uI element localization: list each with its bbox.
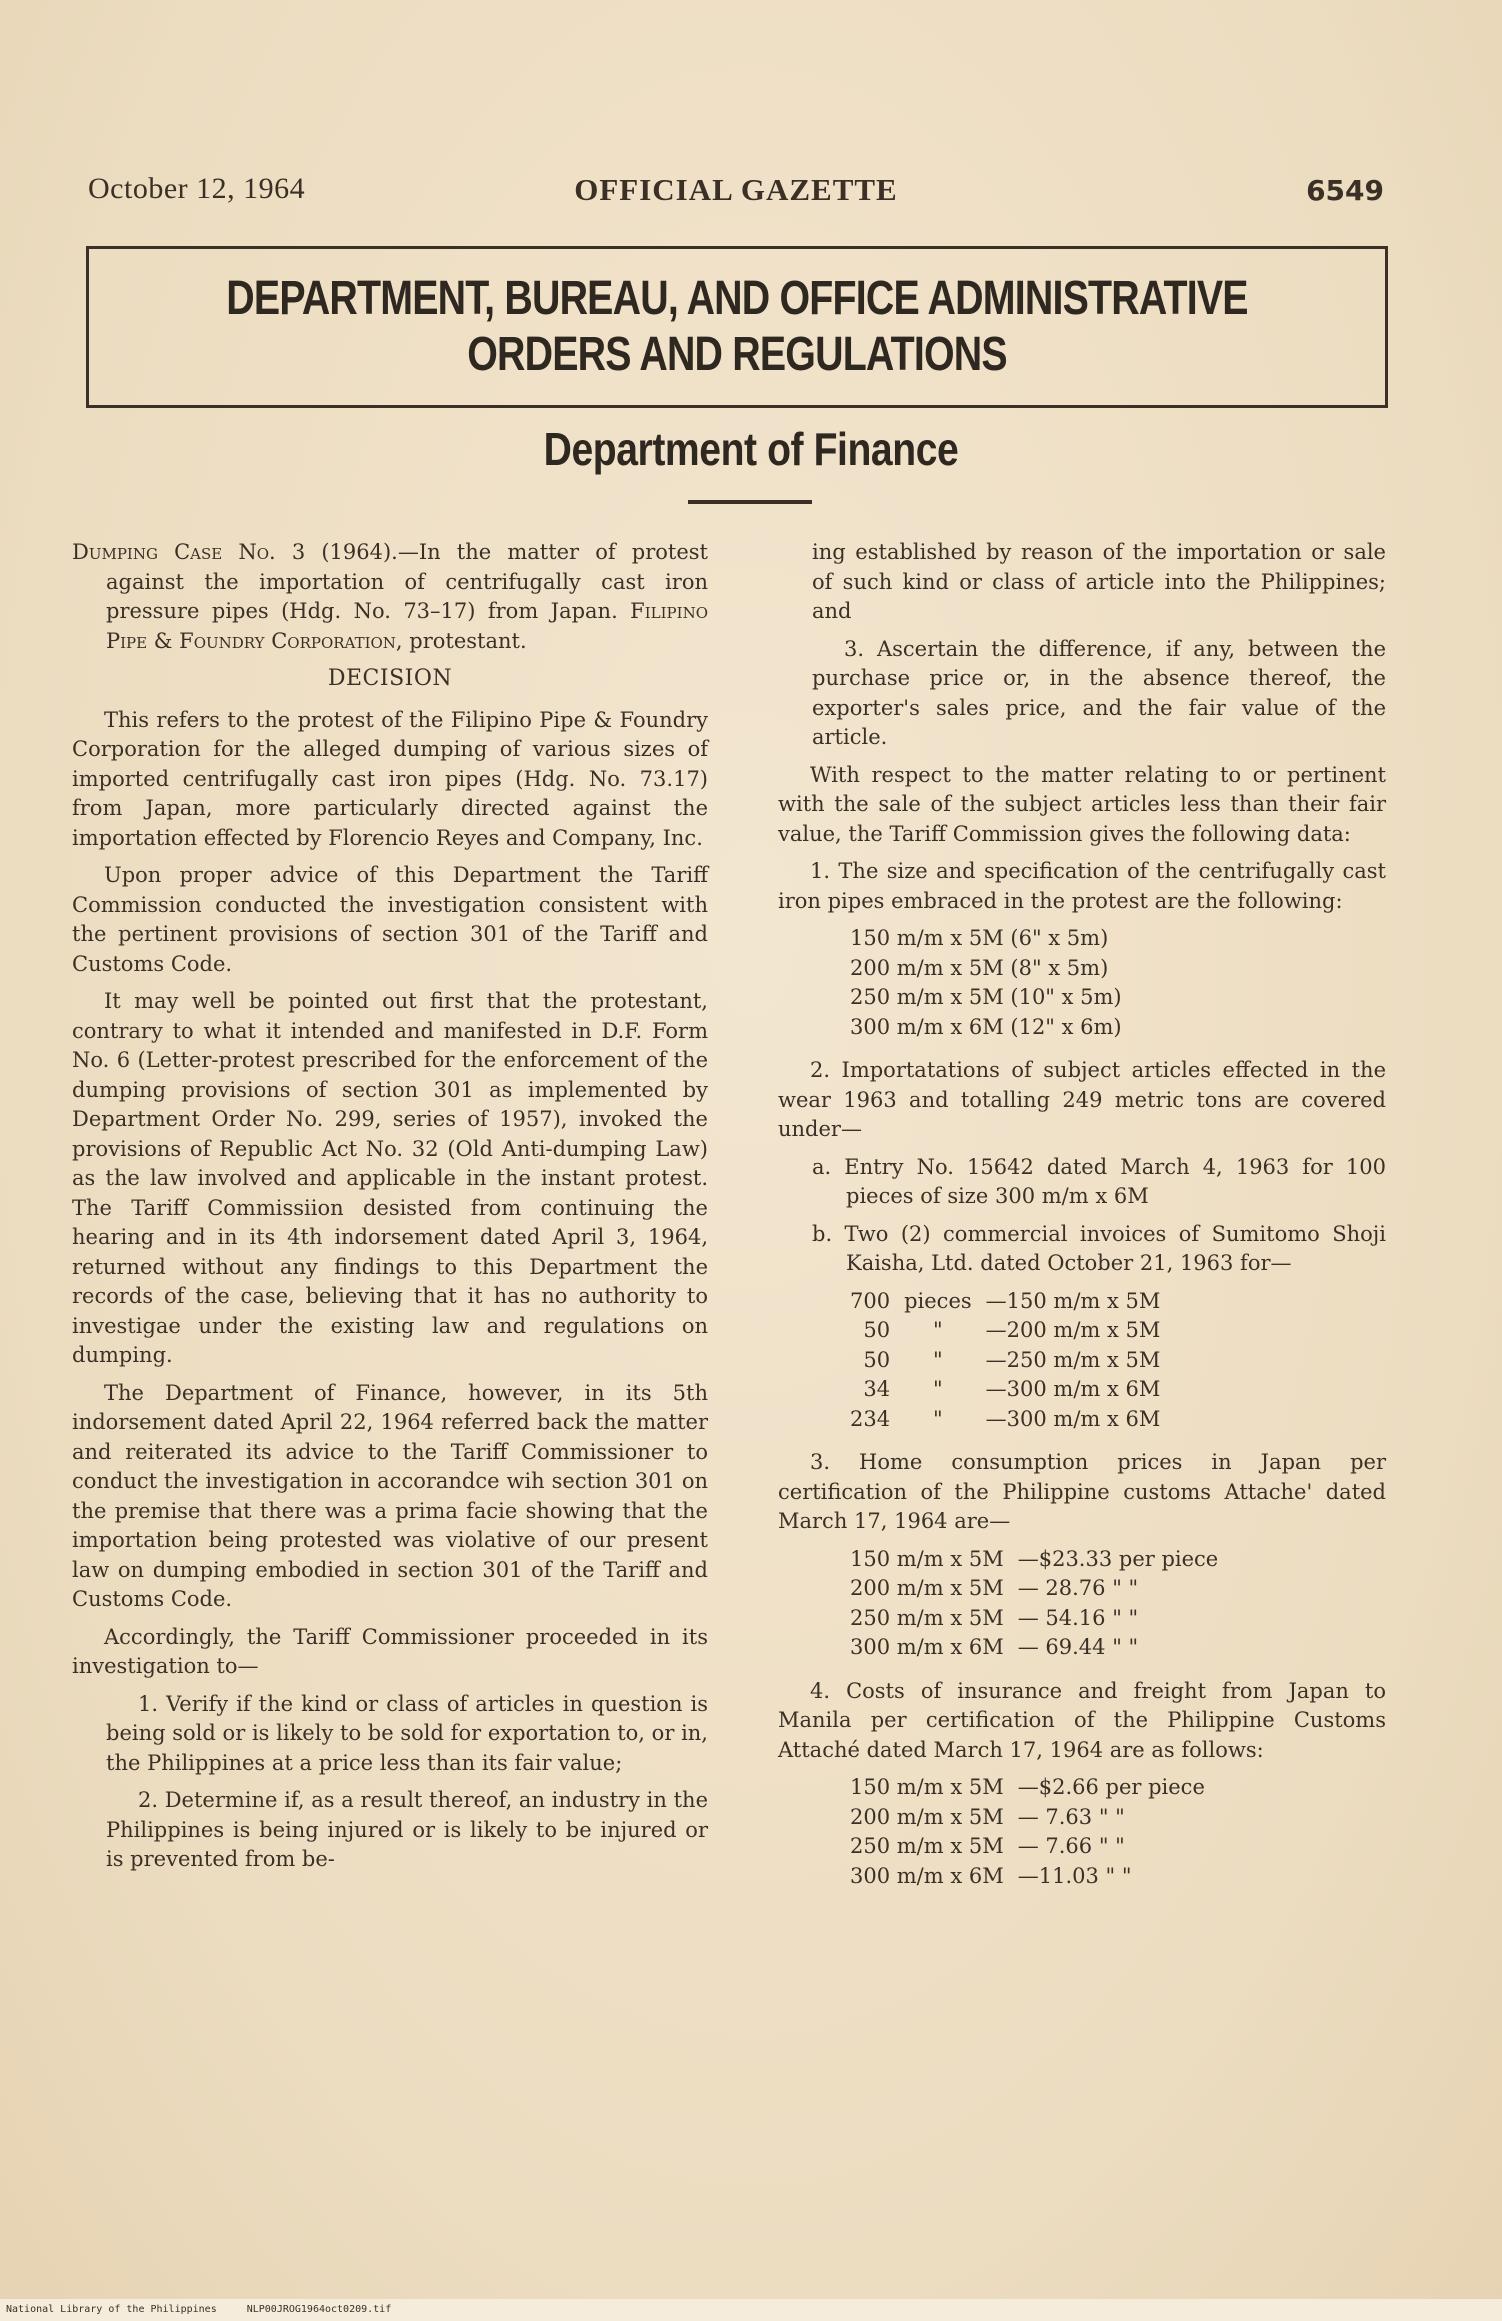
price-cell: —11.03 " " bbox=[1017, 1863, 1132, 1888]
table-row bbox=[850, 924, 1136, 954]
banner-title bbox=[206, 249, 1269, 383]
case-text: —In the matter of protest against the importation of centrifugally cast iron pressure pipes (Hdg. No. 73–17) from Japan. bbox=[106, 540, 708, 623]
running-header bbox=[88, 172, 1384, 216]
paragraph: This refers to the protest of the Filipino Pipe & Foundry Corporation for the alleged dumping of various sizes of imported centrifugally cast iron pipes (Hdg. No. 73.17) from Japan, more particularly directed against the importation effected by Florencio Reyes and Company, Inc. bbox=[72, 707, 708, 850]
invoice-table bbox=[850, 1287, 1174, 1435]
data-item: 4. Costs of insurance and freight from Japan to Manila per certification of the Philippine Customs Attaché dated March 17, 1964 are as follows: bbox=[778, 1678, 1386, 1762]
size-cell: 300 m/m x 6M bbox=[850, 1863, 1004, 1888]
paragraph: It may well be pointed out first that the protestant, contrary to what it intended and manifested in D.F. Form No. 6 (Letter-protest prescribed for the enforcement of the dumping provisions of section 301 as implemented by Department Order No. 299, series of 1957), invoked the provisions of Republic Act No. 32 (Old Anti-dumping Law) as the law involved and applicable in the instant protest. The Tariff Commissiion desisted from continuing the hearing and in its 4th indorsement dated April 3, 1964, returned without any findings to this Department the records of the case, believing that it has no authority to investigae under the existing law and regulations on dumping. bbox=[72, 989, 708, 1367]
table-row bbox=[850, 954, 1136, 984]
spec-cell: —300 m/m x 6M bbox=[985, 1406, 1161, 1431]
size-cell: 300 m/m x 6M bbox=[850, 1635, 1004, 1659]
price-cell: — 7.66 " " bbox=[1017, 1834, 1125, 1858]
freight-table bbox=[850, 1773, 1219, 1891]
table-row bbox=[850, 1287, 1174, 1317]
header-date: October 12, 1964 bbox=[88, 172, 306, 205]
unit-cell: " bbox=[933, 1406, 943, 1431]
left-column bbox=[72, 538, 708, 1883]
section-banner bbox=[86, 246, 1388, 408]
department-heading: Department of Finance bbox=[543, 423, 959, 475]
paragraph: Accordingly, the Tariff Commissioner proceeded in its investigation to— bbox=[72, 1624, 708, 1678]
table-row bbox=[850, 1316, 1174, 1346]
price-cell: —$2.66 per piece bbox=[1017, 1775, 1205, 1799]
continued-text: ing established by reason of the importation or sale of such kind or class of article into the Philippines; and bbox=[812, 540, 1386, 623]
qty-cell: 50 bbox=[863, 1347, 891, 1372]
table-row bbox=[850, 1346, 1174, 1376]
table-row bbox=[850, 1013, 1136, 1043]
table-row bbox=[850, 1862, 1219, 1892]
price-cell: — 69.44 " " bbox=[1017, 1635, 1139, 1659]
table-row bbox=[850, 1545, 1232, 1575]
size-cell: 150 m/m x 5M bbox=[850, 1775, 1004, 1799]
size-cell: 200 m/m x 5M bbox=[850, 1804, 1004, 1829]
footer-file: NLP00JROG1964oct0209.tif bbox=[246, 2304, 392, 2315]
table-cell: 250 m/m x 5M (10" x 5m) bbox=[850, 985, 1122, 1009]
protestant-suffix: , protestant. bbox=[395, 628, 527, 653]
sub-item: a. Entry No. 15642 dated March 4, 1963 for 100 pieces of size 300 m/m x 6M bbox=[812, 1154, 1386, 1208]
case-label: Dumping Case No. 3 (1964). bbox=[72, 540, 398, 564]
table-row bbox=[850, 1633, 1232, 1663]
protestant-name: Filipino Pipe & Foundry Corporation bbox=[106, 599, 708, 653]
prices-table bbox=[850, 1545, 1232, 1663]
table-row bbox=[850, 1773, 1219, 1803]
unit-cell: " bbox=[933, 1347, 943, 1372]
price-cell: —$23.33 per piece bbox=[1017, 1546, 1219, 1571]
unit-cell: pieces bbox=[904, 1288, 972, 1313]
page-number: 6549 bbox=[1306, 174, 1384, 207]
decision-heading: DECISION bbox=[327, 666, 453, 691]
banner-line-2: ORDERS AND REGULATIONS bbox=[467, 328, 1007, 381]
table-row bbox=[850, 983, 1136, 1013]
spec-cell: —250 m/m x 5M bbox=[985, 1347, 1161, 1372]
list-item: 3. Ascertain the difference, if any, between the purchase price or, in the absence thereof, the exporter's sales price, and the fair value of the article. bbox=[812, 636, 1386, 749]
table-row bbox=[850, 1832, 1219, 1862]
size-cell: 250 m/m x 5M bbox=[850, 1605, 1004, 1630]
size-cell: 150 m/m x 5M bbox=[850, 1546, 1004, 1571]
paragraph: With respect to the matter relating to or pertinent with the sale of the subject articles less than their fair value, the Tariff Commission gives the following data: bbox=[778, 762, 1386, 846]
unit-cell: " bbox=[933, 1318, 943, 1342]
data-item: 1. The size and specification of the centrifugally cast iron pipes embraced in the protest are the following: bbox=[778, 859, 1386, 913]
spec-cell: —150 m/m x 5M bbox=[985, 1288, 1161, 1313]
price-cell: — 54.16 " " bbox=[1017, 1605, 1139, 1630]
spec-cell: —300 m/m x 6M bbox=[985, 1377, 1161, 1401]
banner-line-1: DEPARTMENT, BUREAU, AND OFFICE ADMINISTRATIVE bbox=[226, 272, 1248, 325]
sizes-table bbox=[850, 924, 1136, 1042]
size-cell: 200 m/m x 5M bbox=[850, 1576, 1004, 1600]
table-row bbox=[850, 1574, 1232, 1604]
list-item: 2. Determine if, as a result thereof, an industry in the Philippines is being injured or is likely to be injured or is prevented from be- bbox=[106, 1788, 708, 1871]
data-item: 2. Importatations of subject articles effected in the wear 1963 and totalling 249 metric tons are covered under— bbox=[778, 1058, 1386, 1141]
spec-cell: —200 m/m x 5M bbox=[985, 1318, 1161, 1342]
table-cell: 150 m/m x 5M (6" x 5m) bbox=[850, 926, 1109, 950]
table-row bbox=[850, 1405, 1174, 1435]
table-cell: 200 m/m x 5M (8" x 5m) bbox=[850, 955, 1109, 980]
header-title: OFFICIAL GAZETTE bbox=[574, 172, 898, 207]
qty-cell: 234 bbox=[850, 1406, 891, 1431]
table-cell: 300 m/m x 6M (12" x 6m) bbox=[850, 1014, 1122, 1039]
qty-cell: 700 bbox=[850, 1288, 891, 1313]
list-item: 1. Verify if the kind or class of articles in question is being sold or is likely to be sold for exportation to, or in, the Philippines at a price less than its fair value; bbox=[106, 1691, 708, 1775]
footer-source: National Library of the Philippines bbox=[6, 2304, 217, 2315]
price-cell: — 7.63 " " bbox=[1017, 1804, 1125, 1829]
size-cell: 250 m/m x 5M bbox=[850, 1834, 1004, 1858]
qty-cell: 50 bbox=[863, 1318, 891, 1342]
data-item: 3. Home consumption prices in Japan per certification of the Philippine customs Attache' dated March 17, 1964 are— bbox=[778, 1450, 1386, 1533]
qty-cell: 34 bbox=[863, 1377, 891, 1401]
heading-rule bbox=[688, 500, 812, 504]
price-cell: — 28.76 " " bbox=[1017, 1576, 1139, 1600]
sub-item: b. Two (2) commercial invoices of Sumitomo Shoji Kaisha, Ltd. dated October 21, 1963 for— bbox=[812, 1221, 1386, 1275]
case-intro bbox=[72, 538, 708, 656]
table-row bbox=[850, 1803, 1219, 1833]
paragraph: The Department of Finance, however, in its 5th indorsement dated April 22, 1964 referred back the matter and reiterated its advice to the Tariff Commissioner to conduct the investigation in accorandce wih section 301 on the premise that there was a prima facie showing that the importation being protested was violative of our present law on dumping embodied in section 301 of the Tariff and Customs Code. bbox=[72, 1380, 708, 1611]
right-column bbox=[778, 538, 1386, 1905]
table-row bbox=[850, 1375, 1174, 1405]
scan-footer bbox=[0, 2299, 1502, 2321]
unit-cell: " bbox=[933, 1377, 943, 1401]
paragraph: Upon proper advice of this Department the Tariff Commission conducted the investigation consistent with the pertinent provisions of section 301 of the Tariff and Customs Code. bbox=[72, 863, 708, 976]
table-row bbox=[850, 1604, 1232, 1634]
